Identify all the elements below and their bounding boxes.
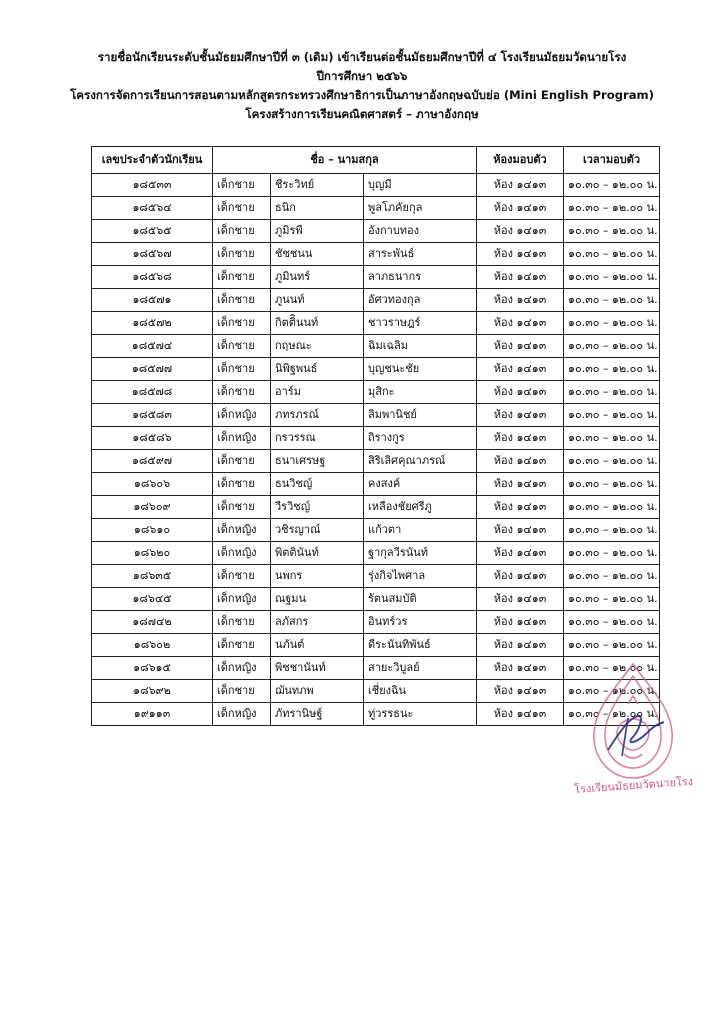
student-id-cell: ๑๘๖๐๖ [92,473,213,496]
room-cell: ห้อง ๑๔๑๓ [477,657,564,680]
prefix-cell: เด็กชาย [213,565,271,588]
prefix-cell: เด็กหญิง [213,657,271,680]
student-id-cell: ๑๘๕๙๗ [92,450,213,473]
title-line-1: รายชื่อนักเรียนระดับชั้นมัธยมศึกษาปีที่ ๓ (เดิม) เข้าเรียนต่อชั้นมัธยมศึกษาปีที่ ๔ โรงเรียนมัธยมวัดนายโรง [97,50,627,64]
last-name-cell: รัตนสมบัติ [364,588,477,611]
prefix-cell: เด็กชาย [213,289,271,312]
last-name-cell: ทู่วรรธนะ [364,703,477,726]
last-name-cell: บุญมี [364,174,477,197]
first-name-cell: ภูมิรพี [271,220,364,243]
time-cell: ๑๐.๓๐ – ๑๒.๐๐ น. [564,381,660,404]
room-cell: ห้อง ๑๔๑๓ [477,266,564,289]
time-cell: ๑๐.๓๐ – ๑๒.๐๐ น. [564,657,660,680]
table-row [92,312,660,335]
table-row [92,404,660,427]
prefix-cell: เด็กชาย [213,197,271,220]
table-row [92,473,660,496]
room-cell: ห้อง ๑๔๑๓ [477,611,564,634]
table-row [92,220,660,243]
prefix-cell: เด็กหญิง [213,427,271,450]
room-cell: ห้อง ๑๔๑๓ [477,289,564,312]
last-name-cell: พูลโภคัยกุล [364,197,477,220]
time-cell: ๑๐.๓๐ – ๑๒.๐๐ น. [564,473,660,496]
prefix-cell: เด็กชาย [213,680,271,703]
last-name-cell: อินทร์วร [364,611,477,634]
last-name-cell: ชาวราษฎร์ [364,312,477,335]
student-id-cell: ๑๘๕๖๕ [92,220,213,243]
time-cell: ๑๐.๓๐ – ๑๒.๐๐ น. [564,197,660,220]
first-name-cell: ลภัสกร [271,611,364,634]
time-cell: ๑๐.๓๐ – ๑๒.๐๐ น. [564,496,660,519]
last-name-cell: ฐากุลวีรนันท์ [364,542,477,565]
first-name-cell: ชีระวิทย์ [271,174,364,197]
time-cell: ๑๐.๓๐ – ๑๒.๐๐ น. [564,565,660,588]
first-name-cell: ชัชชนน [271,243,364,266]
time-cell: ๑๐.๓๐ – ๑๒.๐๐ น. [564,220,660,243]
time-cell: ๑๐.๓๐ – ๑๒.๐๐ น. [564,588,660,611]
last-name-cell: ลิมพานิชย์ [364,404,477,427]
student-id-cell: ๑๘๕๓๓ [92,174,213,197]
first-name-cell: ธนาเศรษฐ [271,450,364,473]
table-row [92,358,660,381]
student-id-cell: ๑๘๕๗๒ [92,312,213,335]
room-cell: ห้อง ๑๔๑๓ [477,519,564,542]
first-name-cell: นพกร [271,565,364,588]
last-name-cell: คงสงค์ [364,473,477,496]
prefix-cell: เด็กหญิง [213,542,271,565]
student-id-cell: ๑๘๖๑๐ [92,519,213,542]
time-cell: ๑๐.๓๐ – ๑๒.๐๐ น. [564,243,660,266]
first-name-cell: พิตตินันท์ [271,542,364,565]
last-name-cell: ดีระนันทิพันธ์ [364,634,477,657]
table-row [92,427,660,450]
first-name-cell: กฤษณะ [271,335,364,358]
room-cell: ห้อง ๑๔๑๓ [477,381,564,404]
student-id-cell: ๑๙๑๑๓ [92,703,213,726]
prefix-cell: เด็กชาย [213,312,271,335]
prefix-cell: เด็กชาย [213,381,271,404]
prefix-cell: เด็กชาย [213,174,271,197]
table-row [92,588,660,611]
table-body [92,174,660,726]
time-cell: ๑๐.๓๐ – ๑๒.๐๐ น. [564,266,660,289]
first-name-cell: ณฐมน [271,588,364,611]
room-cell: ห้อง ๑๔๑๓ [477,450,564,473]
last-name-cell: ลาภธนากร [364,266,477,289]
table-row [92,519,660,542]
seal-caption: โรงเรียนมัธยมวัดนายโรง [573,774,694,797]
table-row [92,289,660,312]
time-cell: ๑๐.๓๐ – ๑๒.๐๐ น. [564,174,660,197]
room-cell: ห้อง ๑๔๑๓ [477,358,564,381]
prefix-cell: เด็กหญิง [213,519,271,542]
prefix-cell: เด็กชาย [213,335,271,358]
document-header [0,48,724,124]
student-id-cell: ๑๘๖๙๒ [92,680,213,703]
student-id-cell: ๑๘๖๔๕ [92,588,213,611]
table-header-row [92,147,660,174]
table-row [92,496,660,519]
table-row [92,703,660,726]
room-cell: ห้อง ๑๔๑๓ [477,404,564,427]
prefix-cell: เด็กหญิง [213,703,271,726]
table-row [92,174,660,197]
last-name-cell: สาระพันธ์ [364,243,477,266]
table-row [92,197,660,220]
time-cell: ๑๐.๓๐ – ๑๒.๐๐ น. [564,335,660,358]
table-row [92,680,660,703]
student-id-cell: ๑๘๖๓๕ [92,565,213,588]
table-row [92,542,660,565]
time-cell: ๑๐.๓๐ – ๑๒.๐๐ น. [564,450,660,473]
room-cell: ห้อง ๑๔๑๓ [477,496,564,519]
first-name-cell: อาร์ม [271,381,364,404]
prefix-cell: เด็กชาย [213,266,271,289]
room-cell: ห้อง ๑๔๑๓ [477,680,564,703]
first-name-cell: พิชชานันท์ [271,657,364,680]
last-name-cell: รุ่งกิจไพศาล [364,565,477,588]
time-cell: ๑๐.๓๐ – ๑๒.๐๐ น. [564,680,660,703]
table-row [92,335,660,358]
student-id-cell: ๑๘๕๗๑ [92,289,213,312]
student-table [91,146,660,726]
first-name-cell: กิตติินนท์ [271,312,364,335]
room-cell: ห้อง ๑๔๑๓ [477,312,564,335]
prefix-cell: เด็กชาย [213,473,271,496]
first-name-cell: ฌันทภพ [271,680,364,703]
last-name-cell: ถิรางกูร [364,427,477,450]
room-cell: ห้อง ๑๔๑๓ [477,565,564,588]
room-cell: ห้อง ๑๔๑๓ [477,174,564,197]
prefix-cell: เด็กหญิง [213,588,271,611]
last-name-cell: เชี่ยงฉิน [364,680,477,703]
first-name-cell: วีรวิชญ์ [271,496,364,519]
room-cell: ห้อง ๑๔๑๓ [477,542,564,565]
student-id-cell: ๑๘๕๖๗ [92,243,213,266]
table-row [92,657,660,680]
last-name-cell: มุสิกะ [364,381,477,404]
student-id-cell: ๑๘๕๖๔ [92,197,213,220]
first-name-cell: กรวรรณ [271,427,364,450]
time-cell: ๑๐.๓๐ – ๑๒.๐๐ น. [564,634,660,657]
prefix-cell: เด็กชาย [213,450,271,473]
time-cell: ๑๐.๓๐ – ๑๒.๐๐ น. [564,289,660,312]
title-line-3: โครงการจัดการเรียนการสอนตามหลักสูตรกระทรวงศึกษาธิการเป็นภาษาอังกฤษฉบับย่อ (Mini English Program) [70,88,654,102]
header-name: ชื่อ – นามสกุล [213,147,477,174]
student-id-cell: ๑๘๕๗๗ [92,358,213,381]
table-row [92,450,660,473]
prefix-cell: เด็กชาย [213,496,271,519]
first-name-cell: ธนวิชญ์ [271,473,364,496]
student-id-cell: ๑๘๗๔๒ [92,611,213,634]
first-name-cell: ภัทรานิษฐ์ [271,703,364,726]
prefix-cell: เด็กชาย [213,243,271,266]
student-id-cell: ๑๘๕๗๔ [92,335,213,358]
table-row [92,243,660,266]
prefix-cell: เด็กชาย [213,611,271,634]
room-cell: ห้อง ๑๔๑๓ [477,473,564,496]
room-cell: ห้อง ๑๔๑๓ [477,588,564,611]
last-name-cell: ฉิมเฉลิม [364,335,477,358]
student-id-cell: ๑๘๕๘๓ [92,404,213,427]
table-row [92,565,660,588]
student-id-cell: ๑๘๕๗๘ [92,381,213,404]
time-cell: ๑๐.๓๐ – ๑๒.๐๐ น. [564,358,660,381]
table-row [92,266,660,289]
time-cell: ๑๐.๓๐ – ๑๒.๐๐ น. [564,703,660,726]
last-name-cell: อังกาบทอง [364,220,477,243]
table-row [92,611,660,634]
last-name-cell: บุญชนะชัย [364,358,477,381]
prefix-cell: เด็กชาย [213,220,271,243]
table-row [92,381,660,404]
time-cell: ๑๐.๓๐ – ๑๒.๐๐ น. [564,611,660,634]
first-name-cell: ภทรภรณ์ [271,404,364,427]
first-name-cell: ภูมินทร์ [271,266,364,289]
prefix-cell: เด็กชาย [213,358,271,381]
first-name-cell: นิพิฐพนธ์ [271,358,364,381]
room-cell: ห้อง ๑๔๑๓ [477,243,564,266]
time-cell: ๑๐.๓๐ – ๑๒.๐๐ น. [564,519,660,542]
room-cell: ห้อง ๑๔๑๓ [477,427,564,450]
time-cell: ๑๐.๓๐ – ๑๒.๐๐ น. [564,427,660,450]
table-row [92,634,660,657]
room-cell: ห้อง ๑๔๑๓ [477,197,564,220]
room-cell: ห้อง ๑๔๑๓ [477,335,564,358]
room-cell: ห้อง ๑๔๑๓ [477,634,564,657]
time-cell: ๑๐.๓๐ – ๑๒.๐๐ น. [564,542,660,565]
header-time: เวลามอบตัว [564,147,660,174]
first-name-cell: นภันต์ [271,634,364,657]
room-cell: ห้อง ๑๔๑๓ [477,703,564,726]
student-id-cell: ๑๘๕๘๖ [92,427,213,450]
header-student-id: เลขประจำตัวนักเรียน [92,147,213,174]
last-name-cell: แก้วตา [364,519,477,542]
last-name-cell: เหลืองชัยศรีภู [364,496,477,519]
time-cell: ๑๐.๓๐ – ๑๒.๐๐ น. [564,404,660,427]
student-id-cell: ๑๘๖๒๐ [92,542,213,565]
student-id-cell: ๑๘๕๖๘ [92,266,213,289]
last-name-cell: สายะวิบูลย์ [364,657,477,680]
prefix-cell: เด็กหญิง [213,404,271,427]
prefix-cell: เด็กชาย [213,634,271,657]
last-name-cell: สิริเลิศคุณาภรณ์ [364,450,477,473]
first-name-cell: ธนิก [271,197,364,220]
title-line-4: โครงสร้างการเรียนคณิตศาสตร์ – ภาษาอังกฤษ [245,107,479,121]
student-id-cell: ๑๘๖๑๕ [92,657,213,680]
title-line-2: ปีการศึกษา ๒๕๖๖ [316,69,408,83]
student-id-cell: ๑๘๖๐๙ [92,496,213,519]
first-name-cell: ภูนนท์ [271,289,364,312]
student-id-cell: ๑๘๖๐๒ [92,634,213,657]
header-room: ห้องมอบตัว [477,147,564,174]
time-cell: ๑๐.๓๐ – ๑๒.๐๐ น. [564,312,660,335]
last-name-cell: อัศวทองกุล [364,289,477,312]
first-name-cell: วชิรญาณ์ [271,519,364,542]
room-cell: ห้อง ๑๔๑๓ [477,220,564,243]
